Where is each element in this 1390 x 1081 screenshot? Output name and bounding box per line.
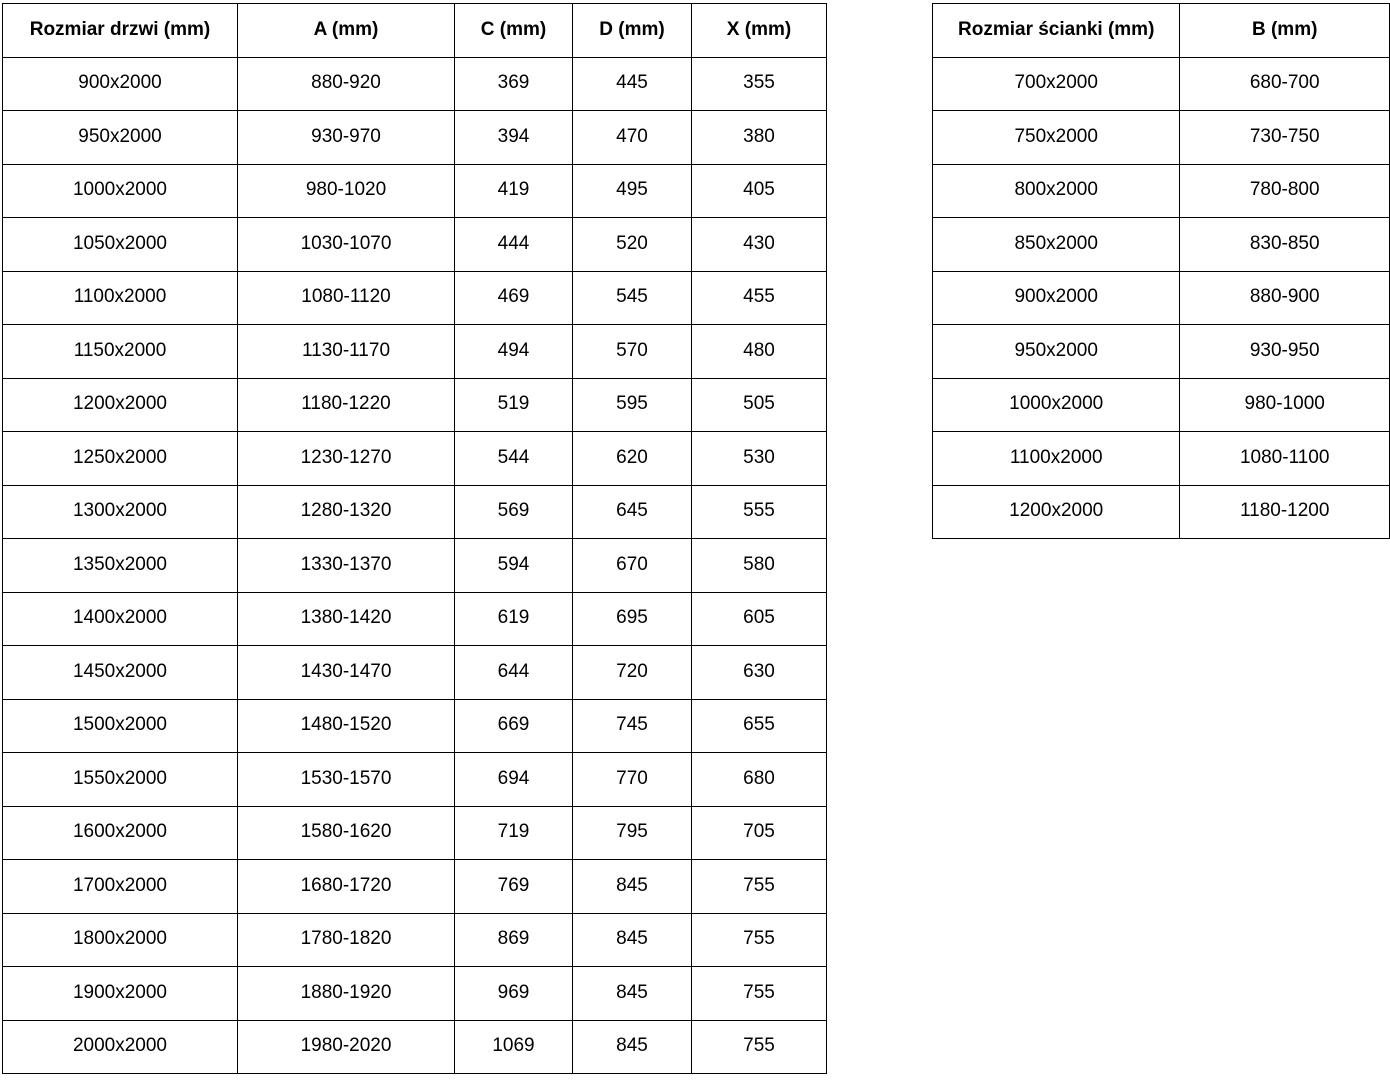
table-cell: 845	[573, 913, 692, 967]
table-cell: 1180-1200	[1180, 485, 1390, 539]
table-cell: 869	[455, 913, 573, 967]
table-row	[3, 967, 827, 1021]
table-cell: 544	[455, 432, 573, 486]
table-cell: 800x2000	[933, 164, 1180, 218]
table-cell: 655	[692, 699, 827, 753]
table-row	[3, 378, 827, 432]
table-row	[3, 164, 827, 218]
table-cell: 670	[573, 539, 692, 593]
table-cell: 950x2000	[933, 325, 1180, 379]
table-cell: 1030-1070	[238, 218, 455, 272]
table-cell: 519	[455, 378, 573, 432]
table-header-row	[933, 4, 1390, 58]
table-cell: 930-950	[1180, 325, 1390, 379]
table-cell: 580	[692, 539, 827, 593]
table-cell: 494	[455, 325, 573, 379]
table-cell: 1380-1420	[238, 592, 455, 646]
table-cell: 430	[692, 218, 827, 272]
table-cell: 1500x2000	[3, 699, 238, 753]
column-header-b: B (mm)	[1180, 4, 1390, 58]
table-cell: 755	[692, 913, 827, 967]
table-row	[933, 111, 1390, 165]
table-cell: 419	[455, 164, 573, 218]
table-cell: 770	[573, 753, 692, 807]
table-cell: 355	[692, 57, 827, 111]
table-row	[933, 218, 1390, 272]
table-cell: 880-920	[238, 57, 455, 111]
table-cell: 795	[573, 806, 692, 860]
table-row	[933, 164, 1390, 218]
table-cell: 695	[573, 592, 692, 646]
doors-size-table	[2, 3, 827, 1074]
table-cell: 769	[455, 860, 573, 914]
table-cell: 605	[692, 592, 827, 646]
table-row	[933, 271, 1390, 325]
table-cell: 645	[573, 485, 692, 539]
wall-size-table	[932, 3, 1390, 539]
table-cell: 1080-1100	[1180, 432, 1390, 486]
table-cell: 530	[692, 432, 827, 486]
table-cell: 969	[455, 967, 573, 1021]
table-cell: 569	[455, 485, 573, 539]
table-cell: 694	[455, 753, 573, 807]
table-cell: 520	[573, 218, 692, 272]
table-row	[3, 699, 827, 753]
table-cell: 1000x2000	[933, 378, 1180, 432]
table-cell: 505	[692, 378, 827, 432]
table-cell: 1000x2000	[3, 164, 238, 218]
table-cell: 1900x2000	[3, 967, 238, 1021]
table-cell: 644	[455, 646, 573, 700]
table-cell: 1350x2000	[3, 539, 238, 593]
table-cell: 780-800	[1180, 164, 1390, 218]
table-cell: 755	[692, 1020, 827, 1074]
table-cell: 630	[692, 646, 827, 700]
table-cell: 2000x2000	[3, 1020, 238, 1074]
table-cell: 1180-1220	[238, 378, 455, 432]
table-row	[3, 539, 827, 593]
table-cell: 830-850	[1180, 218, 1390, 272]
table-row	[3, 646, 827, 700]
table-cell: 750x2000	[933, 111, 1180, 165]
column-header-wall-size: Rozmiar ścianki (mm)	[933, 4, 1180, 58]
table-cell: 469	[455, 271, 573, 325]
table-row	[3, 111, 827, 165]
table-cell: 1130-1170	[238, 325, 455, 379]
table-cell: 1100x2000	[3, 271, 238, 325]
column-header-a: A (mm)	[238, 4, 455, 58]
table-cell: 1069	[455, 1020, 573, 1074]
table-cell: 1550x2000	[3, 753, 238, 807]
table-cell: 455	[692, 271, 827, 325]
table-cell: 930-970	[238, 111, 455, 165]
table-cell: 1480-1520	[238, 699, 455, 753]
table-cell: 1200x2000	[3, 378, 238, 432]
table-row	[3, 592, 827, 646]
table-cell: 1400x2000	[3, 592, 238, 646]
table-cell: 1450x2000	[3, 646, 238, 700]
table-cell: 1680-1720	[238, 860, 455, 914]
table-cell: 845	[573, 860, 692, 914]
table-cell: 595	[573, 378, 692, 432]
table-row	[3, 806, 827, 860]
table-row	[3, 432, 827, 486]
table-cell: 1600x2000	[3, 806, 238, 860]
table-cell: 705	[692, 806, 827, 860]
table-cell: 394	[455, 111, 573, 165]
table-cell: 730-750	[1180, 111, 1390, 165]
table-cell: 480	[692, 325, 827, 379]
table-cell: 845	[573, 967, 692, 1021]
table-cell: 669	[455, 699, 573, 753]
table-row	[933, 432, 1390, 486]
table-cell: 470	[573, 111, 692, 165]
table-cell: 369	[455, 57, 573, 111]
table-row	[3, 913, 827, 967]
table-cell: 620	[573, 432, 692, 486]
table-cell: 1150x2000	[3, 325, 238, 379]
table-row	[3, 325, 827, 379]
table-cell: 1880-1920	[238, 967, 455, 1021]
table-row	[3, 860, 827, 914]
table-row	[3, 1020, 827, 1074]
table-cell: 495	[573, 164, 692, 218]
table-cell: 1430-1470	[238, 646, 455, 700]
table-cell: 680-700	[1180, 57, 1390, 111]
table-cell: 1980-2020	[238, 1020, 455, 1074]
table-cell: 1700x2000	[3, 860, 238, 914]
table-cell: 1230-1270	[238, 432, 455, 486]
column-header-x: X (mm)	[692, 4, 827, 58]
table-cell: 1200x2000	[933, 485, 1180, 539]
table-row	[933, 378, 1390, 432]
table-cell: 445	[573, 57, 692, 111]
table-row	[3, 485, 827, 539]
table-cell: 444	[455, 218, 573, 272]
table-cell: 755	[692, 967, 827, 1021]
table-cell: 1530-1570	[238, 753, 455, 807]
table-cell: 555	[692, 485, 827, 539]
table-cell: 950x2000	[3, 111, 238, 165]
table-cell: 1100x2000	[933, 432, 1180, 486]
table-row	[3, 753, 827, 807]
table-cell: 1800x2000	[3, 913, 238, 967]
table-cell: 545	[573, 271, 692, 325]
table-cell: 745	[573, 699, 692, 753]
table-cell: 700x2000	[933, 57, 1180, 111]
table-cell: 380	[692, 111, 827, 165]
table-cell: 980-1000	[1180, 378, 1390, 432]
table-row	[3, 218, 827, 272]
table-cell: 845	[573, 1020, 692, 1074]
table-row	[3, 57, 827, 111]
table-cell: 720	[573, 646, 692, 700]
table-cell: 680	[692, 753, 827, 807]
table-cell: 880-900	[1180, 271, 1390, 325]
table-cell: 1280-1320	[238, 485, 455, 539]
table-row	[933, 57, 1390, 111]
table-cell: 594	[455, 539, 573, 593]
table-cell: 1080-1120	[238, 271, 455, 325]
table-cell: 755	[692, 860, 827, 914]
table-cell: 1300x2000	[3, 485, 238, 539]
table-cell: 1780-1820	[238, 913, 455, 967]
column-header-d: D (mm)	[573, 4, 692, 58]
table-cell: 619	[455, 592, 573, 646]
table-cell: 1050x2000	[3, 218, 238, 272]
table-cell: 405	[692, 164, 827, 218]
table-cell: 900x2000	[3, 57, 238, 111]
table-cell: 719	[455, 806, 573, 860]
table-header-row	[3, 4, 827, 58]
table-cell: 850x2000	[933, 218, 1180, 272]
table-cell: 1250x2000	[3, 432, 238, 486]
table-row	[933, 325, 1390, 379]
column-header-door-size: Rozmiar drzwi (mm)	[3, 4, 238, 58]
table-cell: 1580-1620	[238, 806, 455, 860]
table-row	[3, 271, 827, 325]
column-header-c: C (mm)	[455, 4, 573, 58]
table-cell: 980-1020	[238, 164, 455, 218]
table-cell: 570	[573, 325, 692, 379]
table-cell: 900x2000	[933, 271, 1180, 325]
table-row	[933, 485, 1390, 539]
table-cell: 1330-1370	[238, 539, 455, 593]
